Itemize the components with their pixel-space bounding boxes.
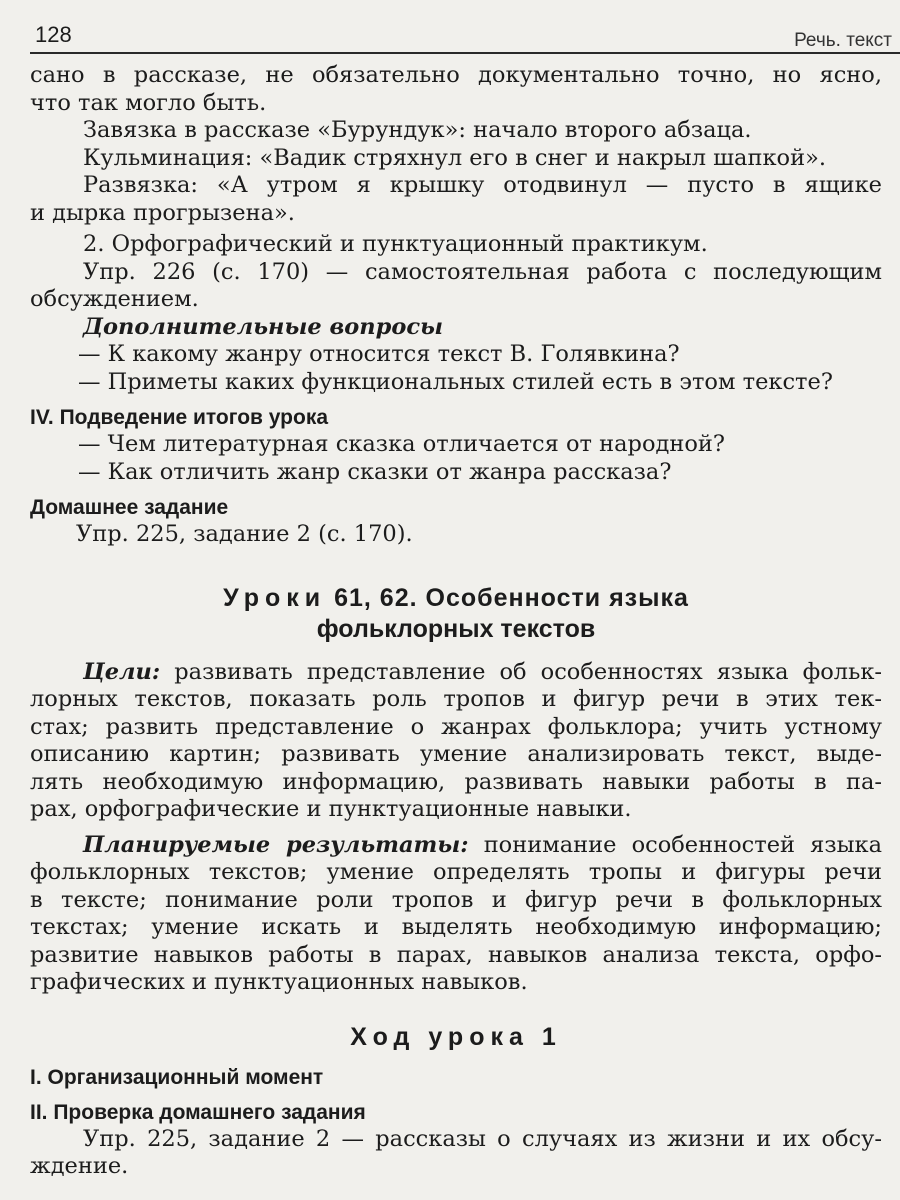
results-line: [30, 832, 882, 860]
exercise-226-line: Упр. 226 (с. 170) — самостоятельная работа с последующим: [83, 258, 882, 285]
results-line: текстах; умение искать и выделять необходимую информацию;: [30, 914, 882, 940]
section-heading: I. Организационный момент: [30, 1065, 324, 1089]
section-heading: II. Проверка домашнего задания: [30, 1100, 366, 1124]
lesson-title: [30, 583, 882, 645]
zavyazka-line: Завязка в рассказе «Бурундук»: начало второго абзаца.: [83, 117, 752, 143]
homework-text: Упр. 225, задание 2 (с. 170).: [76, 521, 413, 547]
progress-title: Ход урока 1: [350, 1022, 562, 1051]
goals-line: стах; развить представление о жанрах фольклора; учить устному: [30, 713, 882, 740]
results-line: в тексте; понимание роли тропов и фигур речи в фольклорных: [30, 886, 882, 913]
question-item: — Как отличить жанр сказки от жанра рассказа?: [78, 458, 672, 485]
goals-text: развивать представление об особенностях языка фольк-: [174, 658, 882, 685]
homework-heading: Домашнее задание: [30, 496, 229, 519]
lesson-title-rest: 61, 62. Особенности языка: [334, 583, 689, 612]
extra-questions-heading: Дополнительные вопросы: [83, 313, 443, 340]
goals-line: лять необходимую информацию, развивать навыки работы в па-: [30, 768, 882, 795]
page-body: [30, 62, 882, 1181]
goals-line: описанию картин; развивать умение анализировать текст, выде-: [30, 741, 882, 767]
exercise-225-line: ждение.: [30, 1153, 129, 1179]
question-item: — К какому жанру относится текст В. Голявкина?: [78, 341, 680, 367]
lesson-title-word: Уроки: [223, 583, 327, 612]
summary-heading: IV. Подведение итогов урока: [30, 406, 329, 429]
question-item: — Чем литературная сказка отличается от народной?: [78, 431, 725, 457]
exercise-225-line: Упр. 225, задание 2 — рассказы о случаях из жизни и их обсу-: [83, 1125, 882, 1152]
goals-line: рах, орфографические и пунктуационные навыки.: [30, 796, 632, 822]
exercise-226-line: обсуждением.: [30, 286, 199, 312]
goals-line: лорных текстов, показать роль тропов и фигур речи в этих тек-: [30, 686, 882, 712]
results-line: фольклорных текстов; умение определять тропы и фигуры речи: [30, 859, 882, 885]
results-label: Планируемые результаты:: [83, 831, 469, 858]
question-item: — Приметы каких функциональных стилей есть в этом тексте?: [78, 368, 833, 395]
running-head: Речь. текст: [794, 30, 892, 51]
results-line: графических и пунктуационных навыков.: [30, 969, 528, 995]
kulminaciya-line: Кульминация: «Вадик стряхнул его в снег и накрыл шапкой».: [83, 144, 826, 171]
results-text: понимание особенностей языка: [483, 831, 882, 858]
page-number: 128: [35, 22, 72, 47]
practicum-line: 2. Орфографический и пунктуационный практикум.: [83, 231, 708, 257]
razvyazka-line: Развязка: «А утром я крышку отодвинул — пусто в ящике: [83, 172, 882, 198]
paragraph-line: сано в рассказе, не обязательно документально точно, но ясно,: [30, 62, 882, 88]
lesson-title-line2: фольклорных текстов: [316, 614, 596, 643]
goals-label: Цели:: [83, 658, 161, 685]
page-header: [30, 18, 900, 54]
results-line: развитие навыков работы в парах, навыков анализа текста, орфо-: [30, 941, 882, 968]
razvyazka-line: и дырка прогрызена».: [30, 199, 295, 226]
goals-line: [30, 659, 882, 687]
paragraph-line: что так могло быть.: [30, 89, 267, 116]
